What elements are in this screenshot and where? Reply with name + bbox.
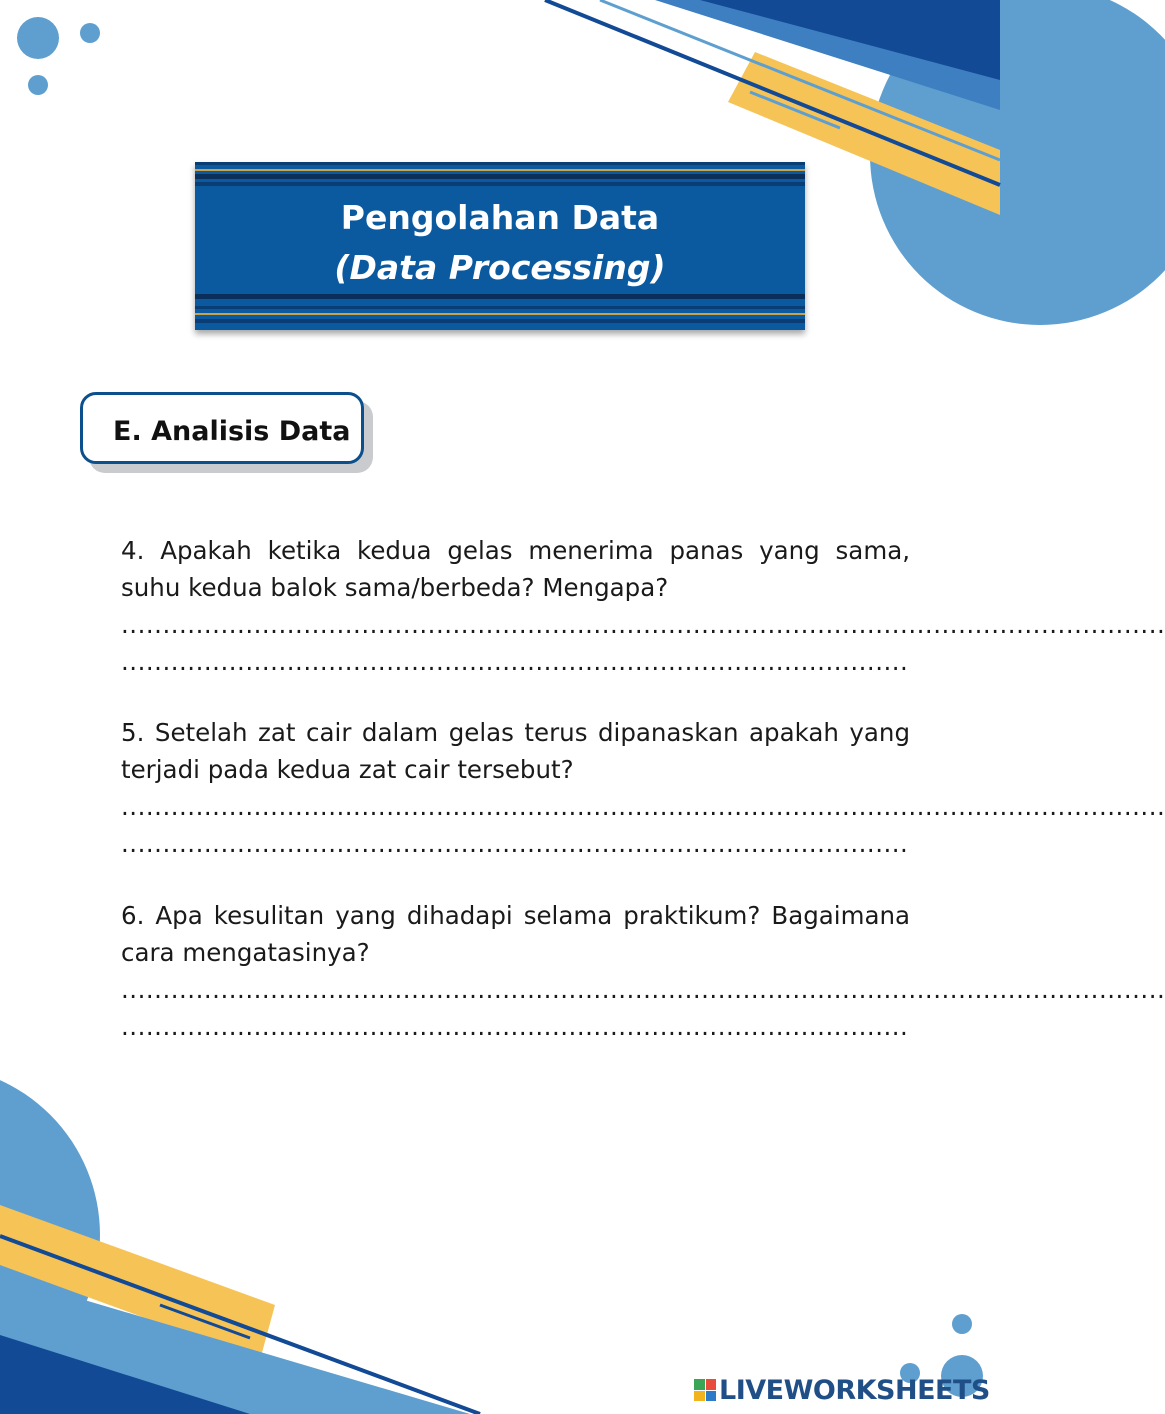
question-text: 4. Apakah ketika kedua gelas menerima panas yang sama, suhu kedua balok sama/berbeda? Mengapa? bbox=[121, 536, 910, 602]
answer-line[interactable]: .............................................................................................................................. bbox=[121, 610, 1165, 639]
answer-line[interactable]: .............................................................................................................................. bbox=[121, 792, 1165, 821]
liveworksheets-logo[interactable] bbox=[694, 1374, 990, 1406]
liveworksheets-logo-icon bbox=[694, 1379, 716, 1401]
section-heading: E. Analisis Data bbox=[113, 416, 351, 447]
page-subtitle: (Data Processing) bbox=[334, 248, 666, 287]
question-block bbox=[121, 532, 1165, 680]
answer-line[interactable]: ............................................................................................... bbox=[121, 647, 909, 676]
answer-line[interactable]: ............................................................................................... bbox=[121, 1012, 909, 1041]
page-title: Pengolahan Data bbox=[340, 198, 660, 237]
answer-line[interactable]: ............................................................................................... bbox=[121, 829, 909, 858]
logo-text: LIVEWORKSHEETS bbox=[719, 1374, 990, 1406]
question-block bbox=[121, 897, 1165, 1045]
question-text: 6. Apa kesulitan yang dihadapi selama praktikum? Bagaimana cara mengatasinya? bbox=[121, 901, 910, 967]
question-text: 5. Setelah zat cair dalam gelas terus dipanaskan apakah yang terjadi pada kedua zat cair tersebut? bbox=[121, 718, 910, 784]
title-banner bbox=[195, 162, 805, 330]
answer-line[interactable]: .............................................................................................................................. bbox=[121, 975, 1165, 1004]
section-heading-box bbox=[80, 392, 364, 464]
question-block bbox=[121, 714, 1165, 862]
